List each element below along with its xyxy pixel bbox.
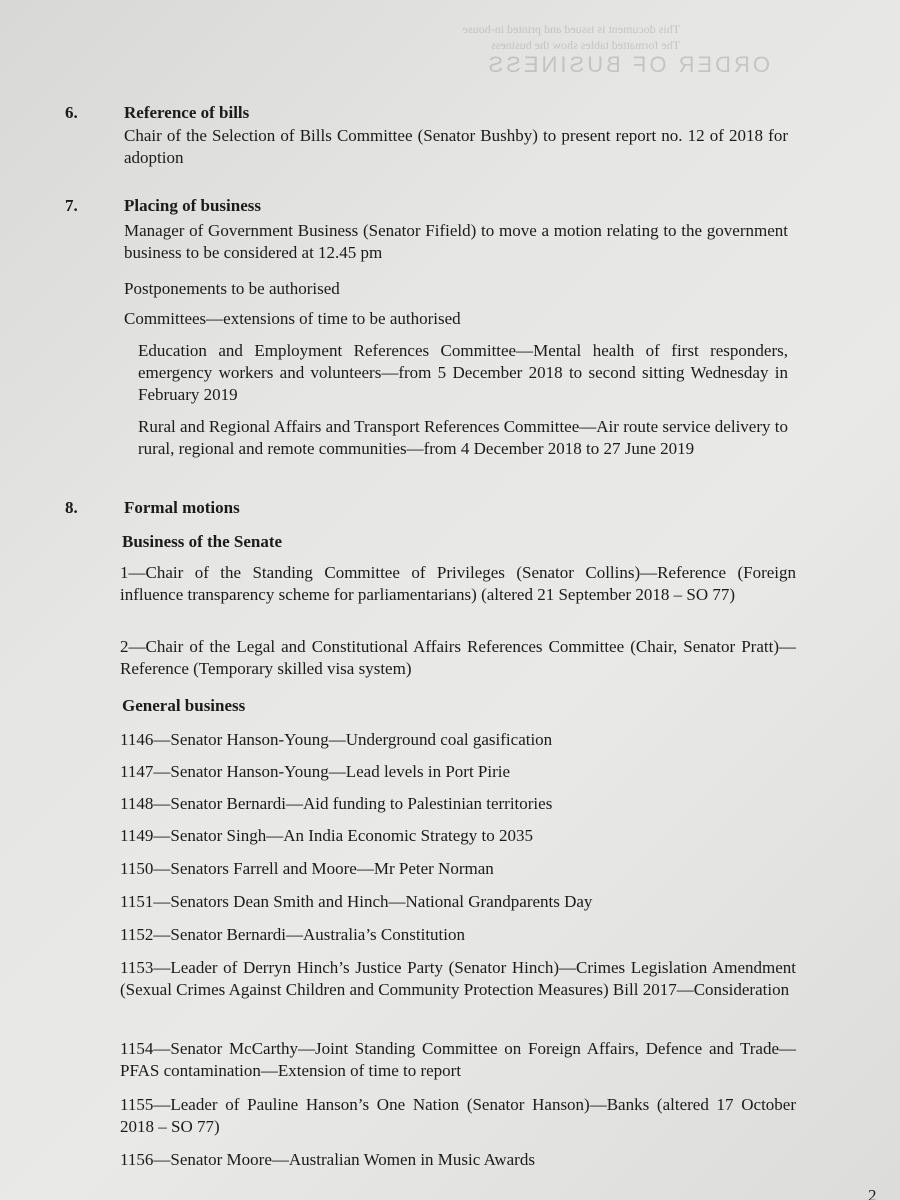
- general-item-1152: 1152—Senator Bernardi—Australia’s Constitution: [120, 925, 465, 944]
- section-7-sub-1: Education and Employment References Committee—Mental health of first responders, emergency workers and volunteers—from 5 December 2018 to second sitting Wednesday in February 2019: [138, 341, 788, 404]
- section-7-number: 7.: [65, 196, 78, 215]
- general-item-1148: 1148—Senator Bernardi—Aid funding to Palestinian territories: [120, 794, 553, 813]
- general-business-heading: General business: [122, 696, 246, 715]
- section-6-text: Chair of the Selection of Bills Committee (Senator Bushby) to present report no. 12 of 2018 for adoption: [124, 126, 788, 167]
- general-item-1154: 1154—Senator McCarthy—Joint Standing Committee on Foreign Affairs, Defence and Trade—PFAS contamination—Extension of time to report: [120, 1039, 796, 1080]
- section-7-para-2: Postponements to be authorised: [124, 279, 340, 298]
- section-7-para-1: Manager of Government Business (Senator Fifield) to move a motion relating to the government business to be considered at 12.45 pm: [124, 221, 788, 262]
- general-item-1151: 1151—Senators Dean Smith and Hinch—National Grandparents Day: [120, 892, 593, 911]
- section-7-heading: Placing of business: [124, 196, 261, 215]
- general-item-1156: 1156—Senator Moore—Australian Women in Music Awards: [120, 1150, 535, 1169]
- section-6-number: 6.: [65, 103, 78, 122]
- section-6-heading: Reference of bills: [124, 103, 250, 122]
- business-item-2: 2—Chair of the Legal and Constitutional Affairs References Committee (Chair, Senator Pratt)—Reference (Temporary skilled visa system): [120, 637, 796, 678]
- business-of-senate-heading: Business of the Senate: [122, 532, 283, 551]
- section-8-number: 8.: [65, 498, 78, 517]
- section-7-sub-2: Rural and Regional Affairs and Transport References Committee—Air route service delivery to rural, regional and remote communities—from 4 December 2018 to 27 June 2019: [138, 417, 788, 458]
- general-item-1146: 1146—Senator Hanson-Young—Underground coal gasification: [120, 730, 553, 749]
- section-8-heading: Formal motions: [124, 498, 240, 517]
- bleed-title: ORDER OF BUSINESS: [485, 52, 770, 77]
- general-item-1150: 1150—Senators Farrell and Moore—Mr Peter Norman: [120, 859, 494, 878]
- general-item-1155: 1155—Leader of Pauline Hanson’s One Nation (Senator Hanson)—Banks (altered 17 October 2018 – SO 77): [120, 1095, 796, 1136]
- general-item-1153: 1153—Leader of Derryn Hinch’s Justice Party (Senator Hinch)—Crimes Legislation Amendment (Sexual Crimes Against Children and Community Protection Measures) Bill 2017—Consideration: [120, 958, 796, 999]
- general-item-1149: 1149—Senator Singh—An India Economic Strategy to 2035: [120, 826, 533, 845]
- bleed-through-text: [60, 0, 860, 120]
- bleed-line-1: This document is issued and printed in-house: [462, 22, 680, 36]
- section-7-para-3: Committees—extensions of time to be authorised: [124, 309, 461, 328]
- bleed-line-2: The formatted tables show the business: [491, 38, 680, 52]
- general-item-1147: 1147—Senator Hanson-Young—Lead levels in Port Pirie: [120, 762, 511, 781]
- business-item-1: 1—Chair of the Standing Committee of Privileges (Senator Collins)—Reference (Foreign influence transparency scheme for parliamentarians) (altered 21 September 2018 – SO 77): [120, 563, 796, 604]
- page-number: 2: [868, 1186, 877, 1200]
